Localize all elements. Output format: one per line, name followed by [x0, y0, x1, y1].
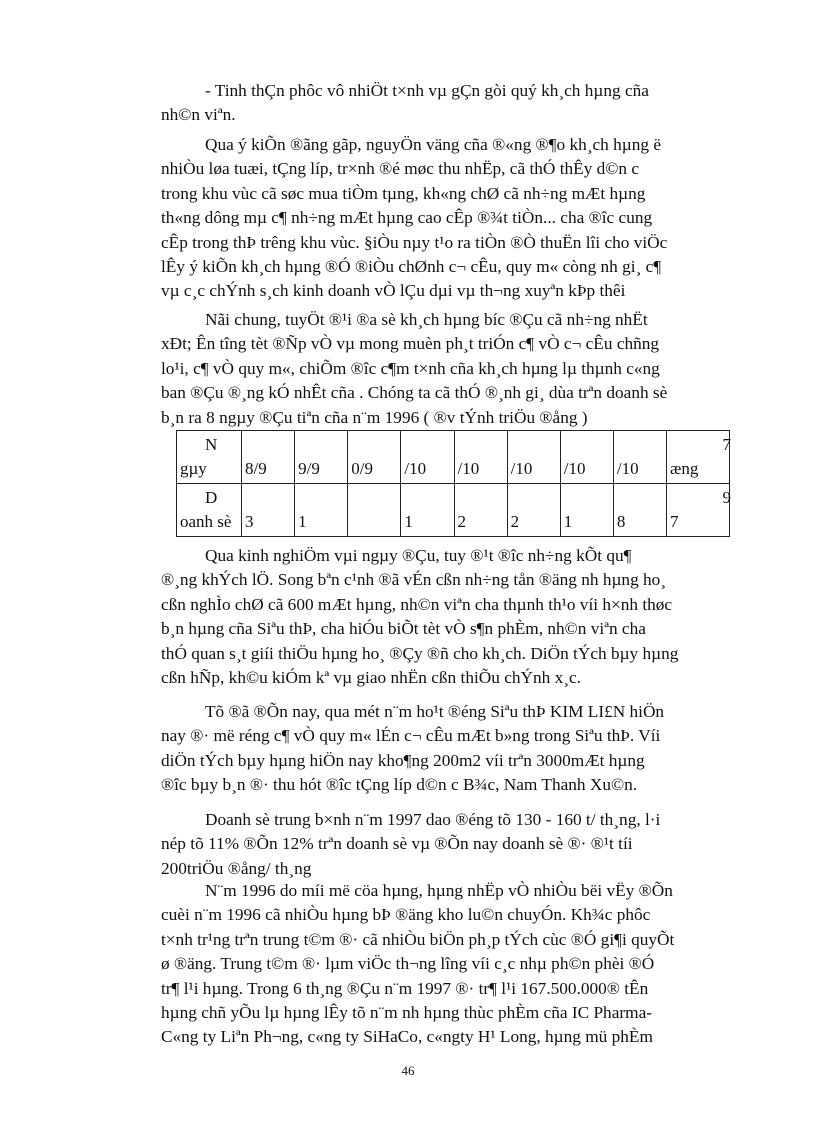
text-line: C«ng ty Liªn Ph¬ng, c«ng ty SiHaCo, c«ngty H¹ Long, hµng mü phÈm: [161, 1027, 653, 1047]
text-line: ø ®äng. Trung t©m ®· lµm viÖc th¬ng lîng víi c¸c nhµ ph©n phèi ®Ó: [161, 954, 655, 974]
text-line: ®îc bµy b¸n ®· thu hót ®îc tÇng líp d©n c B¾c, Nam Thanh Xu©n.: [161, 775, 638, 795]
text-line: cuèi n¨m 1996 cã nhiÒu hµng bÞ ®äng kho lu©n chuyÓn. Kh¾c phôc: [161, 905, 651, 925]
table-cell: 2: [454, 484, 507, 537]
text-line: nép tõ 11% ®Õn 12% trªn doanh sè vµ ®Õn nay doanh sè ®· ®¹t tíi: [161, 834, 633, 854]
table-cell: /10: [560, 431, 613, 484]
text-line: tr¶ l¹i hµng. Trong 6 th¸ng ®Çu n¨m 1997 ®· tr¶ l¹i 167.500.000® tÊn: [161, 978, 649, 998]
paragraph-4: [161, 544, 729, 690]
sales-table: [176, 430, 730, 537]
table-cell: [348, 484, 401, 537]
paragraph-3: [161, 308, 729, 430]
text-line: cÊp trong thÞ trêng khu vùc. §iÒu nµy t¹o ra tiÒn ®Ò thuËn lîi cho viÖc: [161, 232, 668, 252]
paragraph-7: [161, 879, 729, 1050]
text-line: Qua kinh nghiÖm vµi ngµy ®Çu, tuy ®¹t ®îc nh÷ng kÕt qu¶: [205, 546, 632, 565]
text-line: ban ®Çu ®¸ng kÓ nhÊt cña . Chóng ta cã thÓ ®¸nh gi¸ dùa trªn doanh sè: [161, 383, 668, 403]
text-line: hµng chñ yÕu lµ hµng lÊy tõ n¨m nh hµng thùc phÈm cña IC Pharma-: [161, 1003, 652, 1023]
text-line: Nãi chung, tuyÖt ®¹i ®a sè kh¸ch hµng bíc ®Çu cã nh÷ng nhËt: [205, 310, 648, 329]
paragraph-5: [161, 700, 729, 798]
text-line: - Tinh thÇn phôc vô nhiÖt t×nh vµ gÇn gòi quý kh¸ch hµng cña: [205, 81, 649, 100]
text-line: nh©n viªn.: [161, 105, 236, 125]
text-line: ®¸ng khÝch lÖ. Song bªn c¹nh ®ã vÉn cßn nh÷ng tån ®äng nh hµng ho¸: [161, 570, 667, 590]
paragraph-2: [161, 133, 729, 304]
text-line: Tõ ®ã ®Õn nay, qua mét n¨m ho¹t ®éng Siªu thÞ KIM LI£N hiÖn: [205, 702, 665, 721]
table-cell: 8: [613, 484, 666, 537]
table-cell: 9/9: [295, 431, 348, 484]
table-cell: 7 æng: [667, 431, 730, 484]
text-line: lo¹i, c¶ vÒ quy m«, chiÕm ®îc c¶m t×nh cña kh¸ch hµng lµ thµnh c«ng: [161, 358, 660, 378]
table-cell: /10: [613, 431, 666, 484]
table-row-sales: [177, 484, 730, 537]
text-line: vµ c¸c chÝnh s¸ch kinh doanh vÒ lÇu dµi vµ th¬ng xuyªn kÞp thêi: [161, 281, 626, 301]
table-cell: 1: [295, 484, 348, 537]
table-cell: 1: [560, 484, 613, 537]
page-number: 46: [401, 1063, 415, 1078]
table-cell: 3: [242, 484, 295, 537]
text-line: N¨m 1996 do míi më cöa hµng, hµng nhËp vÒ nhiÒu bëi vËy ®Õn: [205, 881, 673, 900]
text-line: xÐt; Ên tîng tèt ®Ñp vÒ vµ mong muèn ph¸t triÓn c¶ vÒ c¬ cÊu chñng: [161, 334, 660, 354]
text-line: t×nh tr¹ng trªn trung t©m ®· cã nhiÒu biÖn ph¸p tÝch cùc ®Ó gi¶i quyÕt: [161, 929, 675, 949]
text-line: Doanh sè trung b×nh n¨m 1997 dao ®éng tõ 130 - 160 t/ th¸ng, l·i: [205, 810, 661, 829]
paragraph-6: [161, 808, 729, 881]
table-cell: D oanh sè: [177, 484, 242, 537]
table-row-date: [177, 431, 730, 484]
text-line: trong khu vùc cã søc mua tiÒm tµng, kh«ng chØ cã nh÷ng mÆt hµng: [161, 183, 646, 203]
table-cell: 8/9: [242, 431, 295, 484]
text-line: nay ®· më réng c¶ vÒ quy m« lÉn c¬ cÊu mÆt b»ng trong Siªu thÞ. Víi: [161, 726, 661, 746]
table-cell: /10: [507, 431, 560, 484]
table-cell: N gµy: [177, 431, 242, 484]
table-cell: 1: [401, 484, 454, 537]
text-line: b¸n hµng cña Siªu thÞ, cha hiÓu biÕt tèt vÒ s¶n phÈm, nh©n viªn cha: [161, 619, 646, 639]
text-line: diÖn tÝch bµy hµng hiÖn nay kho¶ng 200m2 víi trªn 3000mÆt hµng: [161, 750, 645, 770]
text-line: cßn hÑp, kh©u kiÓm kª vµ giao nhËn cßn thiÕu chÝnh x¸c.: [161, 668, 581, 688]
text-line: 200triÖu ®ång/ th¸ng: [161, 858, 312, 878]
text-line: lÊy ý kiÕn kh¸ch hµng ®Ó ®iÒu chØnh c¬ cÊu, quy m« còng nh gi¸ c¶: [161, 257, 662, 277]
text-line: thÓ quan s¸t giíi thiÖu hµng ho¸ ®Çy ®ñ cho kh¸ch. DiÖn tÝch bµy hµng: [161, 643, 679, 663]
table-cell: /10: [454, 431, 507, 484]
text-line: nhiÒu løa tuæi, tÇng líp, tr×nh ®é møc thu nhËp, cã thÓ thÊy d©n c: [161, 159, 640, 179]
table-cell: 9 7: [667, 484, 730, 537]
text-line: cßn nghÌo chØ cã 600 mÆt hµng, nh©n viªn cha thµnh th¹o víi h×nh thøc: [161, 594, 673, 614]
table-cell: 2: [507, 484, 560, 537]
table-cell: /10: [401, 431, 454, 484]
text-line: b¸n ra 8 ngµy ®Çu tiªn cña n¨m 1996 ( ®v tÝnh triÖu ®ång ): [161, 407, 588, 427]
paragraph-1: [161, 79, 729, 128]
table-cell: 0/9: [348, 431, 401, 484]
text-line: th«ng dông mµ c¶ nh÷ng mÆt hµng cao cÊp ®¾t tiÒn... cha ®îc cung: [161, 208, 653, 228]
text-line: Qua ý kiÕn ®ãng gãp, nguyÖn väng cña ®«ng ®¶o kh¸ch hµng ë: [205, 135, 661, 154]
